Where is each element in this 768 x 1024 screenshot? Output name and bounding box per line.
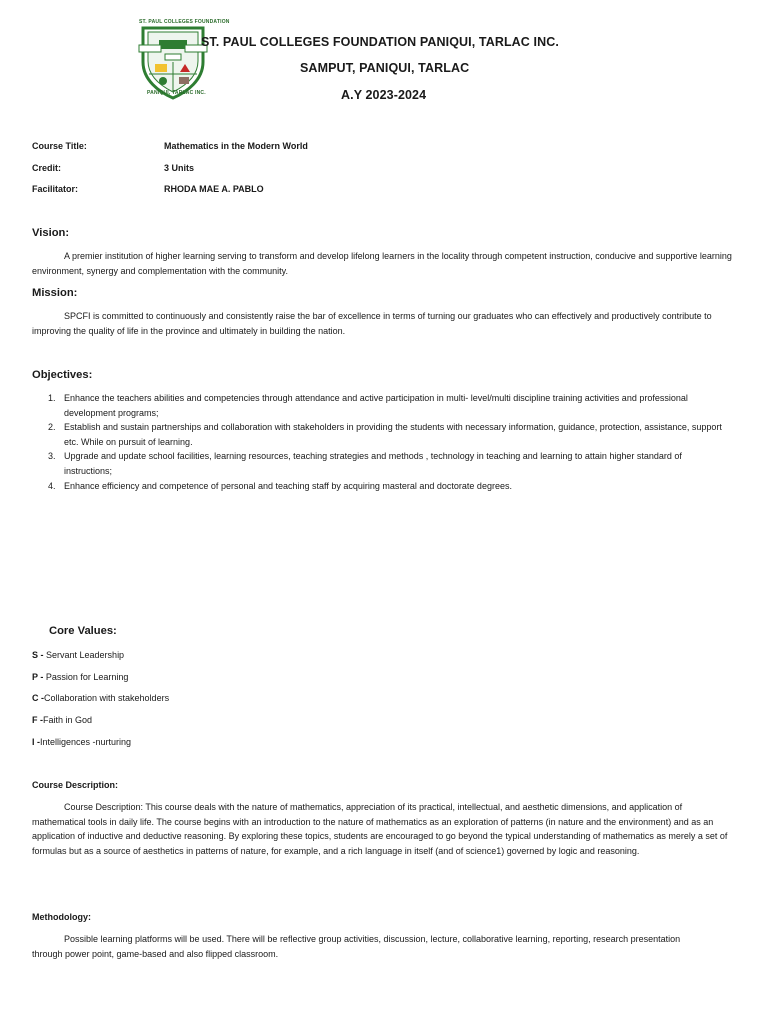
core-values-heading: Core Values: [49, 625, 117, 637]
core-value-letter: C - [32, 693, 44, 703]
list-item [32, 449, 732, 478]
list-item-number: 4. [48, 480, 56, 491]
logo-bottom-text: PANIQUI, TARLAC INC. [147, 90, 206, 96]
core-value-item [32, 672, 128, 682]
course-title-value: Mathematics in the Modern World [164, 141, 308, 151]
core-value-text: Collaboration with stakeholders [44, 693, 170, 703]
mission-text: SPCFI is committed to continuously and consistently raise the bar of excellence in terms of turning our graduates who can effectively and productively contribute to improving the quality of life in the province and ultimately in building the nation. [32, 311, 712, 336]
core-value-text: Servant Leadership [43, 650, 125, 660]
list-item-text: Upgrade and update school facilities, learning resources, teaching strategies and methods , technology in teaching and learning to attain higher standard of instructions; [64, 451, 682, 476]
core-value-letter: I - [32, 737, 40, 747]
core-value-text: Passion for Learning [43, 672, 129, 682]
facilitator-value: RHODA MAE A. PABLO [164, 184, 264, 194]
core-value-item [32, 693, 169, 703]
methodology-heading: Methodology: [32, 912, 91, 922]
core-value-letter: F - [32, 715, 43, 725]
vision-text: A premier institution of higher learning serving to transform and develop lifelong learners in the locality through competent instruction, conducive and supportive learning environment, synergy and complementation with the community. [32, 251, 732, 276]
mission-heading: Mission: [32, 287, 78, 299]
vision-heading: Vision: [32, 227, 70, 239]
core-value-item [32, 715, 92, 725]
list-item [32, 479, 732, 494]
core-value-letter: P - [32, 672, 44, 682]
list-item [32, 391, 732, 420]
course-description-text: Course Description: This course deals with the nature of mathematics, appreciation of its practical, intellectual, and aesthetic dimensions, and application of mathematical tools in daily life. The course begins with an introduction to the nature of mathematics as an exploration of patterns (in nature and the environment) and as an application of inductive and deductive reasoning. By exploring these topics, students are encouraged to go beyond the typical understanding of mathematics as merely a set of formulas but as a source of aesthetics in patterns of nature, for example, and a rich language in itself (and of science1) governed by logic and reasoning. [32, 802, 728, 856]
school-name: ST. PAUL COLLEGES FOUNDATION PANIQUI, TARLAC INC. [201, 35, 559, 49]
list-item-number: 2. [48, 422, 56, 433]
list-item-text: Establish and sustain partnerships and collaboration with stakeholders in providing the students with necessary information, guidance, protection, assistance, support etc. While on pursuit of learning. [64, 422, 722, 447]
list-item-number: 3. [48, 451, 56, 462]
school-address: SAMPUT, PANIQUI, TARLAC [300, 61, 470, 75]
objectives-list [32, 391, 732, 493]
objectives-heading: Objectives: [32, 369, 93, 381]
course-title-label: Course Title: [32, 141, 87, 151]
list-item [32, 420, 732, 449]
core-value-letter: S - [32, 650, 44, 660]
academic-year: A.Y 2023-2024 [341, 88, 427, 102]
list-item-text: Enhance the teachers abilities and competencies through attendance and active participation in multi- level/multi discipline training activities and professional development programs; [64, 393, 688, 418]
list-item-text: Enhance efficiency and competence of personal and teaching staff by acquiring masteral and doctorate degrees. [64, 480, 512, 491]
credit-label: Credit: [32, 163, 61, 173]
core-value-text: Faith in God [43, 715, 93, 725]
list-item-number: 1. [48, 393, 56, 403]
course-description-heading: Course Description: [32, 780, 119, 790]
credit-value: 3 Units [164, 163, 195, 173]
core-value-item [32, 737, 131, 747]
facilitator-label: Facilitator: [32, 184, 79, 194]
core-value-text: Intelligences -nurturing [40, 737, 132, 747]
core-value-item [32, 650, 124, 660]
methodology-text: Possible learning platforms will be used. There will be reflective group activities, discussion, lecture, collaborative learning, reporting, research presentation through power point, game-based and also flipped classroom. [32, 934, 681, 959]
logo-top-text: ST. PAUL COLLEGES FOUNDATION [139, 19, 230, 25]
